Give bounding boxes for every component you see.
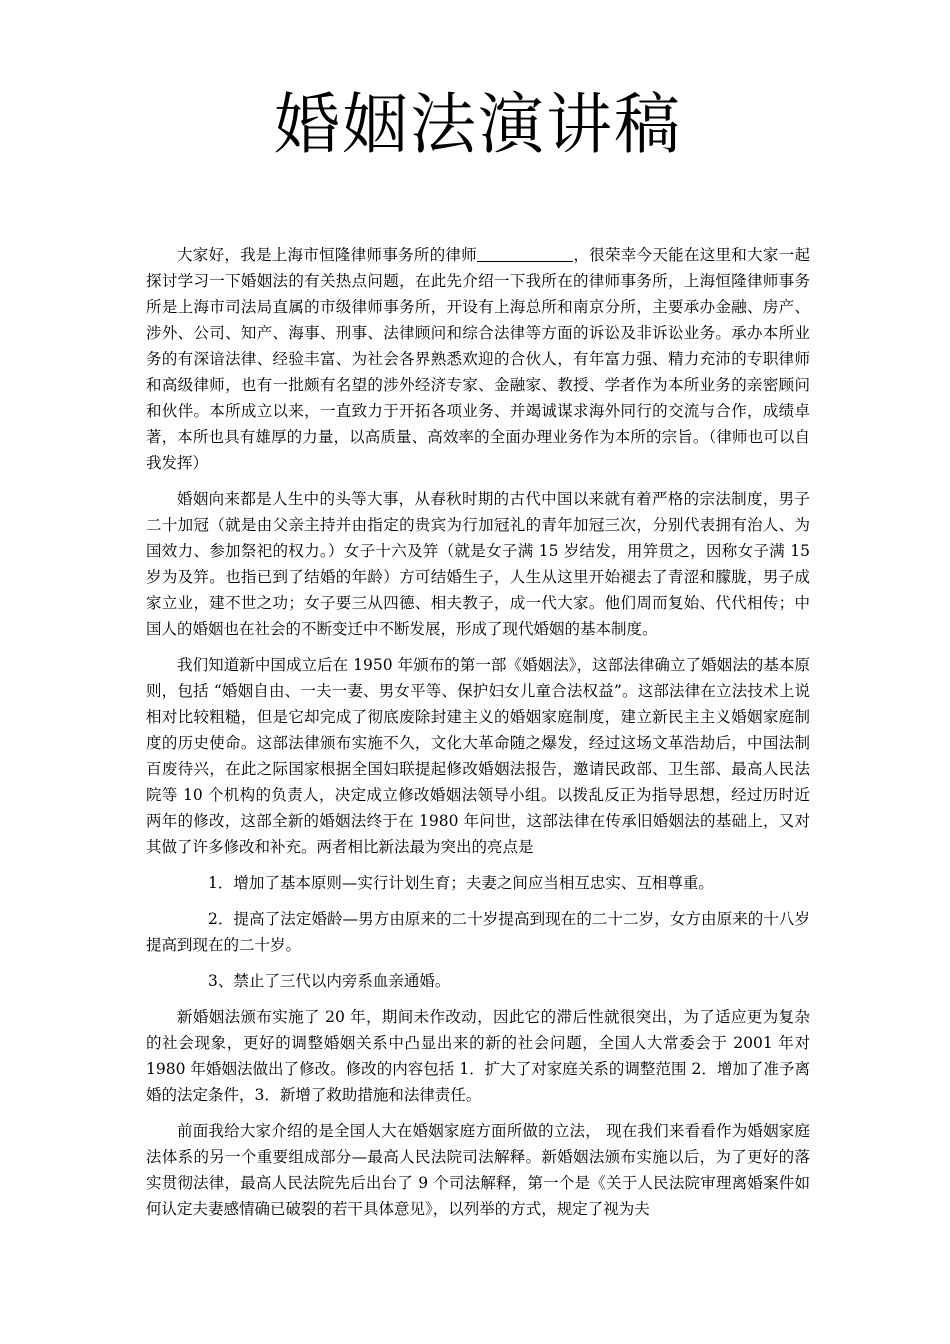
paragraph-introduction [146,242,810,476]
document-page [146,80,810,1232]
paragraph-marriage-history: 婚姻向来都是人生中的头等大事，从春秋时期的古代中国以来就有着严格的宗法制度，男子二十加冠（就是由父亲主持并由指定的贵宾为行加冠礼的青年加冠三次，分别代表拥有治人、为国效力、参加祭祀的权力。）女子十六及笄（就是女子满 15 岁结发，用笄贯之，因称女子满 15 岁为及笄。也指已到了结婚的年龄）方可结婚生子，人生从这里开始褪去了青涩和朦胧，男子成家立业，建不世之功；女子要三从四德、相夫教子，成一代大家。他们周而复始、代代相传；中国人的婚姻也在社会的不断变迁中不断发展，形成了现代婚姻的基本制度。 [146,490,810,638]
paragraph-introduction-rest: ，很荣幸今天能在这里和大家一起探讨学习一下婚姻法的有关热点问题，在此先介绍一下我所在的律师事务所，上海恒隆律师事务所是上海市司法局直属的市级律师事务所，开设有上海总所和南京分所，主要承办金融、房产、涉外、公司、知产、海事、刑事、法律顾问和综合法律等方面的诉讼及非诉讼业务。承办本所业务的有深谙法律、经验丰富、为社会各界熟悉欢迎的合伙人，有年富力强、精力充沛的专职律师和高级律师，也有一批颇有名望的涉外经济专家、金融家、教授、学者作为本所业务的亲密顾问和伙伴。本所成立以来，一直致力于开拓各项业务、并竭诚谋求海外同行的交流与合作，成绩卓著，本所也具有雄厚的力量，以高质量、高效率的全面办理业务作为本所的宗旨。（律师也可以自我发挥） [146,246,810,472]
paragraph-1950-marriage-law: 我们知道新中国成立后在 1950 年颁布的第一部《婚姻法》，这部法律确立了婚姻法的基本原则，包括 “婚姻自由、一夫一妻、男女平等、保护妇女儿童合法权益”。这部法律在立法技术上说相对比较粗糙，但是它却完成了彻底废除封建主义的婚姻家庭制度，建立新民主主义婚姻家庭制度的历史使命。这部法律颁布实施不久，文化大革命随之爆发，经过这场文革浩劫后，中国法制百废待兴，在此之际国家根据全国妇联提起修改婚姻法报告，邀请民政部、卫生部、最高人民法院等 10 个机构的负责人，决定成立修改婚姻法领导小组。以拨乱反正为指导思想，经过历时近两年的修改，这部全新的婚姻法终于在 1980 年问世，这部法律在传承旧婚姻法的基础上，又对其做了许多修改和补充。两者相比新法最为突出的亮点是 [146,656,810,856]
name-blank [477,245,573,262]
paragraph-2001-amendment: 新婚姻法颁布实施了 20 年，期间未作改动，因此它的滞后性就很突出，为了适应更为复杂的社会现象，更好的调整婚姻关系中凸显出来的新的社会问题，全国人大常委会于 2001 年对 1980 年婚姻法做出了修改。修改的内容包括 1．扩大了对家庭关系的调整范围 2．增加了准予离婚的法定条件，3．新增了救助措施和法律责任。 [146,1008,810,1104]
list-item-3: 3、禁止了三代以内旁系血亲通婚。 [208,972,451,990]
paragraph-judicial-interpretation: 前面我给大家介绍的是全国人大在婚姻家庭方面所做的立法， 现在我们来看看作为婚姻家庭法体系的另一个重要组成部分—最高人民法院司法解释。新婚姻法颁布实施以后，为了更好的落实贯彻法律，最高人民法院先后出台了 9 个司法解释，第一个是《关于人民法院审理离婚案件如何认定夫妻感情确已破裂的若干具体意见》，以列举的方式，规定了视为夫 [146,1122,810,1218]
list-item-1: 1．增加了基本原则—实行计划生育；夫妻之间应当相互忠实、互相尊重。 [208,874,714,892]
list-item-2: 2．提高了法定婚龄—男方由原来的二十岁提高到现在的二十二岁，女方由原来的十八岁提高到现在的二十岁。 [146,910,810,954]
paragraph-introduction-start: 大家好，我是上海市恒隆律师事务所的律师 [177,246,478,264]
document-title: 婚姻法演讲稿 [274,86,682,163]
